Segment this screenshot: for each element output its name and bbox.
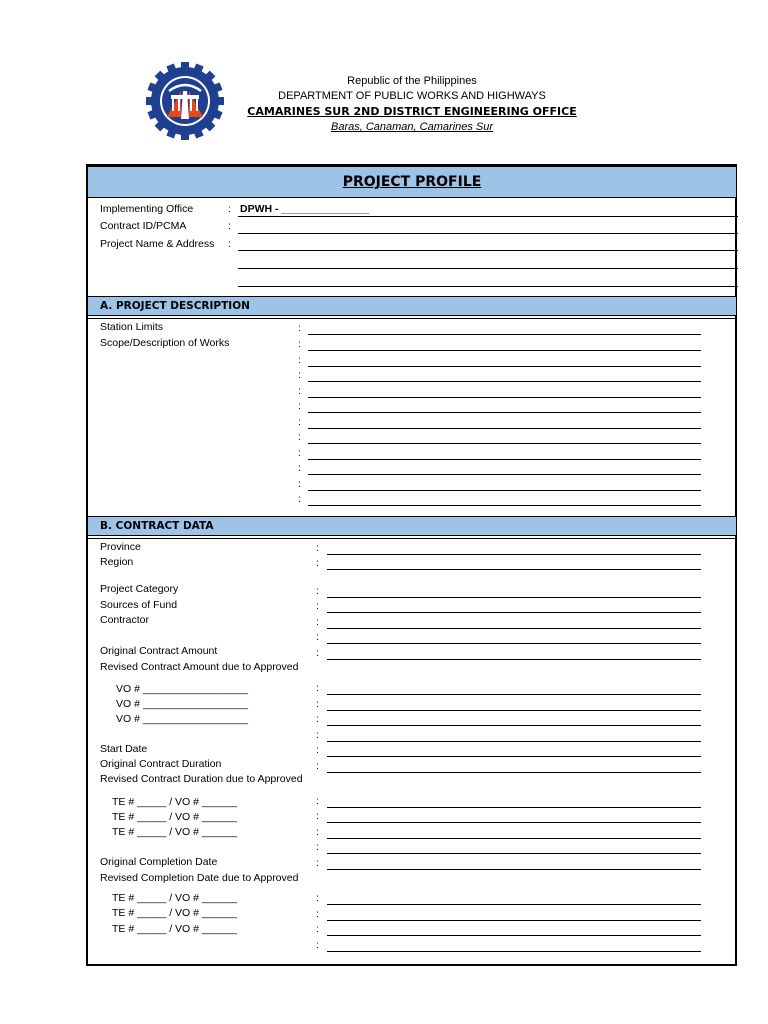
- colon: :: [316, 857, 319, 869]
- section-a-title: A. PROJECT DESCRIPTION: [100, 300, 250, 312]
- form-field-line[interactable]: [327, 904, 701, 905]
- header-republic: Republic of the Philippines: [347, 75, 477, 87]
- colon: :: [316, 760, 319, 772]
- colon: :: [316, 557, 319, 569]
- scope-label: Scope/Description of Works: [100, 337, 230, 349]
- form-field-line[interactable]: [327, 643, 701, 644]
- form-field-line[interactable]: [327, 710, 701, 711]
- form-field-line[interactable]: [327, 920, 701, 921]
- colon: :: [316, 600, 319, 612]
- implementing-office-line: [238, 216, 738, 217]
- form-field-line[interactable]: [308, 490, 701, 491]
- form-frame: [86, 164, 737, 966]
- form-field-line[interactable]: [327, 741, 701, 742]
- colon: :: [298, 385, 301, 397]
- colon: :: [298, 369, 301, 381]
- te-vo-label: TE # _____ / VO # ______: [112, 826, 237, 838]
- project-name-field[interactable]: [238, 250, 738, 251]
- te-vo-label: TE # _____ / VO # ______: [112, 923, 237, 935]
- colon: :: [298, 354, 301, 366]
- colon: :: [316, 892, 319, 904]
- colon: :: [316, 616, 319, 628]
- form-field-line[interactable]: [327, 853, 701, 854]
- te-vo-label: TE # _____ / VO # ______: [112, 892, 237, 904]
- colon: :: [298, 447, 301, 459]
- form-field-line[interactable]: [308, 428, 701, 429]
- original-contract-amount-label: Original Contract Amount: [100, 645, 218, 657]
- colon: :: [316, 631, 319, 643]
- colon: :: [316, 713, 319, 725]
- revised-contract-amount-label: Revised Contract Amount due to Approved: [100, 661, 299, 673]
- form-field-line[interactable]: [308, 397, 701, 398]
- te-vo-label: TE # _____ / VO # ______: [112, 811, 237, 823]
- form-field-line[interactable]: [327, 597, 701, 598]
- province-label: Province: [100, 541, 141, 553]
- form-field-line[interactable]: [327, 694, 701, 695]
- form-field-line[interactable]: [327, 569, 701, 570]
- form-field-line[interactable]: [308, 334, 701, 335]
- form-field-line[interactable]: [327, 628, 701, 629]
- section-b-title: B. CONTRACT DATA: [100, 520, 214, 532]
- form-field-line[interactable]: [308, 381, 701, 382]
- form-field-line[interactable]: [327, 951, 701, 952]
- form-field-line[interactable]: [327, 935, 701, 936]
- colon: :: [316, 939, 319, 951]
- colon: :: [228, 238, 231, 250]
- colon: :: [316, 585, 319, 597]
- colon: :: [298, 478, 301, 490]
- form-field-line[interactable]: [308, 459, 701, 460]
- contractor-label: Contractor: [100, 614, 150, 626]
- project-name-field[interactable]: [238, 268, 738, 269]
- colon: :: [228, 203, 231, 215]
- colon: :: [316, 841, 319, 853]
- implementing-office-label: Implementing Office: [100, 203, 194, 215]
- colon: :: [298, 431, 301, 443]
- colon: :: [228, 220, 231, 232]
- colon: :: [316, 698, 319, 710]
- colon: :: [298, 338, 301, 350]
- divider: [88, 318, 736, 319]
- colon: :: [316, 729, 319, 741]
- form-field-line[interactable]: [327, 554, 701, 555]
- form-field-line[interactable]: [308, 443, 701, 444]
- colon: :: [298, 416, 301, 428]
- section-a-bar: [88, 296, 736, 316]
- project-name-field[interactable]: [238, 286, 738, 287]
- colon: :: [298, 322, 301, 334]
- section-b-bar: [88, 516, 736, 536]
- colon: :: [316, 923, 319, 935]
- revised-completion-date-label: Revised Completion Date due to Approved: [100, 872, 299, 884]
- colon: :: [298, 462, 301, 474]
- colon: :: [298, 400, 301, 412]
- form-field-line[interactable]: [308, 366, 701, 367]
- colon: :: [316, 908, 319, 920]
- original-contract-duration-label: Original Contract Duration: [100, 758, 222, 770]
- te-vo-label: TE # _____ / VO # ______: [112, 796, 237, 808]
- contract-id-label: Contract ID/PCMA: [100, 220, 187, 232]
- form-field-line[interactable]: [308, 474, 701, 475]
- form-field-line[interactable]: [308, 505, 701, 506]
- revised-contract-duration-label: Revised Contract Duration due to Approved: [100, 773, 303, 785]
- form-title: PROJECT PROFILE: [342, 174, 482, 190]
- colon: :: [316, 744, 319, 756]
- vo-number-label: VO # __________________: [116, 713, 248, 725]
- form-field-line[interactable]: [327, 822, 701, 823]
- form-field-line[interactable]: [327, 756, 701, 757]
- sources-of-fund-label: Sources of Fund: [100, 599, 178, 611]
- colon: :: [316, 542, 319, 554]
- header-address: Baras, Canaman, Camarines Sur: [330, 121, 493, 133]
- start-date-label: Start Date: [100, 743, 148, 755]
- colon: :: [316, 795, 319, 807]
- colon: :: [298, 493, 301, 505]
- form-field-line[interactable]: [327, 869, 701, 870]
- station-limits-label: Station Limits: [100, 321, 164, 333]
- form-field-line[interactable]: [327, 659, 701, 660]
- colon: :: [316, 810, 319, 822]
- vo-number-label: VO # __________________: [116, 683, 248, 695]
- contract-id-field[interactable]: [238, 233, 738, 234]
- form-field-line[interactable]: [327, 807, 701, 808]
- form-field-line[interactable]: [327, 725, 701, 726]
- project-category-label: Project Category: [100, 583, 179, 595]
- header-department: DEPARTMENT OF PUBLIC WORKS AND HIGHWAYS: [278, 90, 546, 102]
- implementing-office-value[interactable]: DPWH - _______________: [240, 203, 370, 215]
- colon: :: [316, 647, 319, 659]
- divider: [88, 538, 736, 539]
- original-completion-date-label: Original Completion Date: [100, 856, 218, 868]
- form-title-bar: [88, 166, 736, 198]
- colon: :: [316, 682, 319, 694]
- te-vo-label: TE # _____ / VO # ______: [112, 907, 237, 919]
- form-field-line[interactable]: [327, 838, 701, 839]
- region-label: Region: [100, 556, 134, 568]
- form-field-line[interactable]: [327, 772, 701, 773]
- form-field-line[interactable]: [308, 412, 701, 413]
- form-field-line[interactable]: [327, 612, 701, 613]
- colon: :: [316, 826, 319, 838]
- form-field-line[interactable]: [308, 350, 701, 351]
- project-name-label: Project Name & Address: [100, 238, 215, 250]
- vo-number-label: VO # __________________: [116, 698, 248, 710]
- header-office: CAMARINES SUR 2ND DISTRICT ENGINEERING OFFICE: [247, 105, 577, 118]
